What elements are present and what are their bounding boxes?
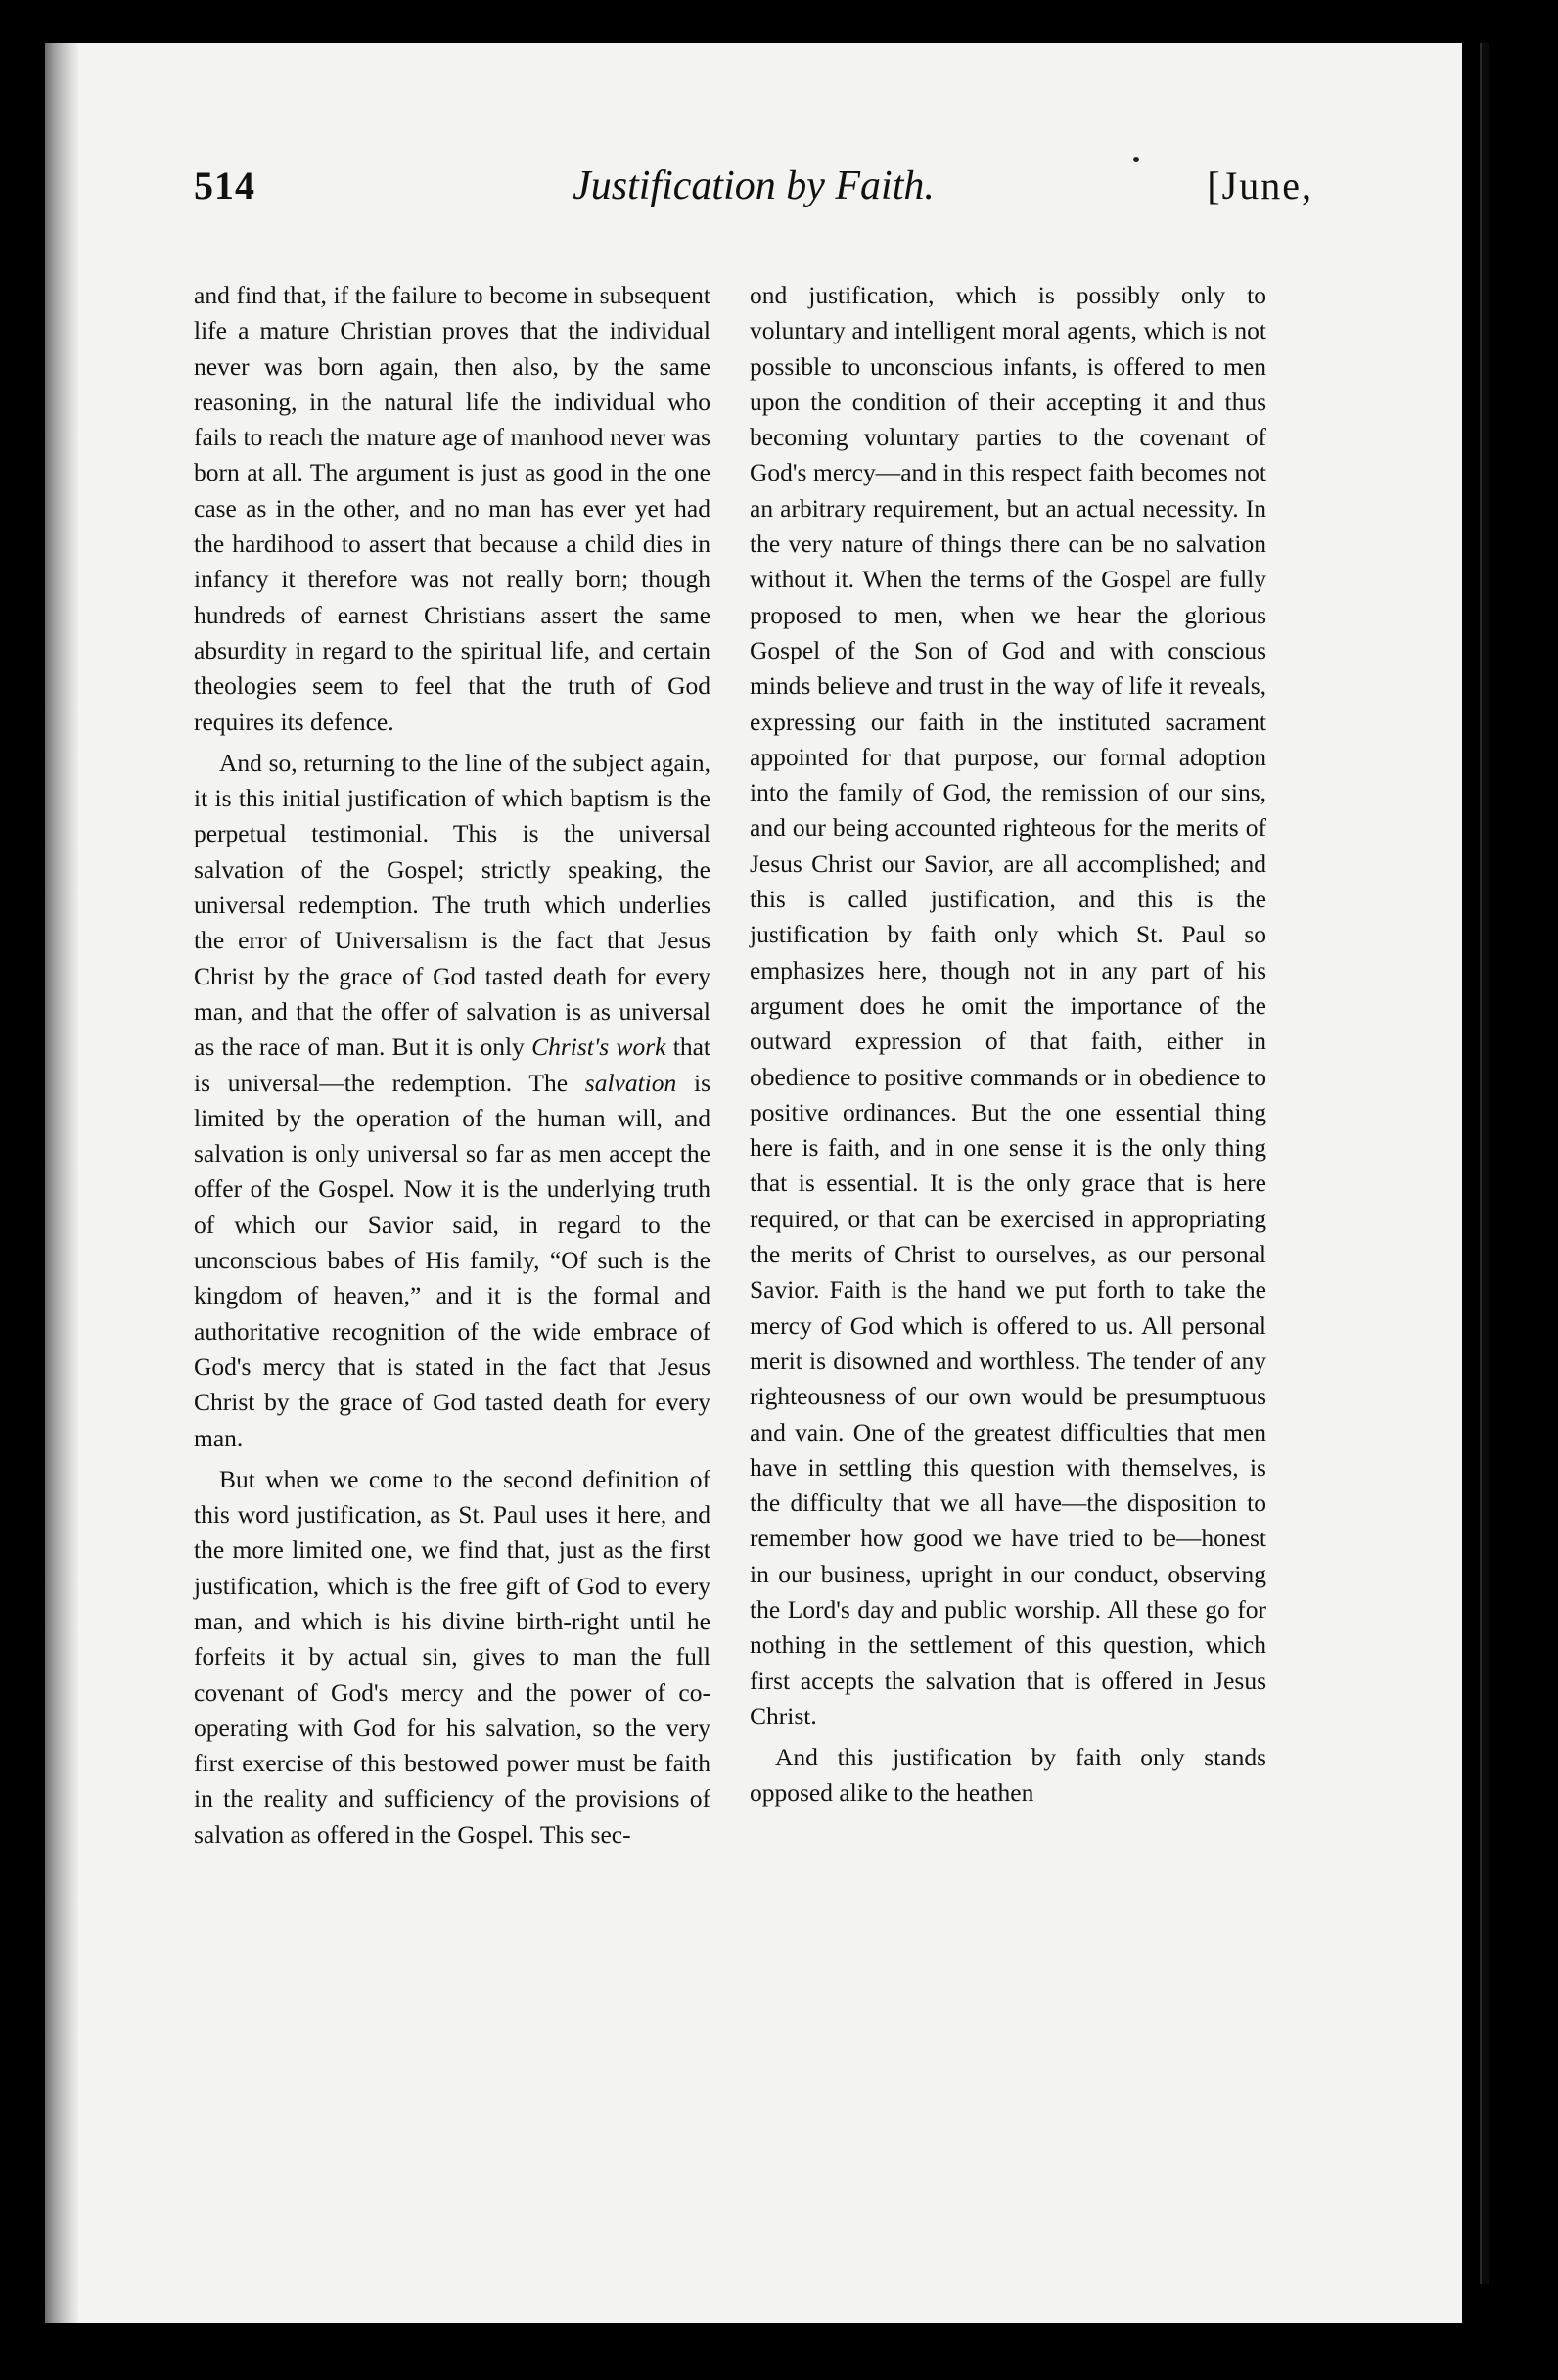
page-gutter-shadow <box>45 43 78 2323</box>
paragraph: ond justification, which is possibly only to voluntary and intelligent moral agents, which is not possible to unconscious infants, is offered to men upon the condition of their accepting it and thus becoming voluntary parties to the covenant of God's mercy—and in this respect faith becomes not an arbitrary requirement, but an actual necessity. In the very nature of things there can be no salvation without it. When the terms of the Gospel are fully proposed to men, when we hear the glorious Gospel of the Son of God and with conscious minds believe and trust in the way of life it reveals, expressing our faith in the instituted sacrament appointed for that purpose, our formal adoption into the family of God, the remission of our sins, and our being accounted righteous for the merits of Jesus Christ our Savior, are all accomplished; and this is called justification, and this is the justification by faith only which St. Paul so emphasizes here, though not in any part of his argument does he omit the importance of the outward expression of that faith, either in obedience to positive commands or in obedience to positive ordinances. But the one essential thing here is faith, and in one sense it is the only thing that is essential. It is the only grace that is here required, or that can be exercised in appropriating the merits of Christ to ourselves, as our personal Savior. Faith is the hand we put forth to take the mercy of God which is offered to us. All personal merit is disowned and worthless. The tender of any righteousness of our own would be presumptuous and vain. One of the greatest difficulties that men have in settling this question with themselves, is the difficulty that we all have—the disposition to remember how good we have tried to be—honest in our business, upright in our conduct, observing the Lord's day and public worship. All these go for nothing in the settlement of this question, which first accepts the salvation that is offered in Jesus Christ. <box>750 281 1266 1730</box>
adjacent-page-border <box>1480 43 1489 2284</box>
running-month: [June, <box>1207 163 1313 207</box>
italic-phrase: Christ's work <box>531 1032 666 1062</box>
paragraph: and find that, if the failure to become in subsequent life a mature Christian proves that the individual never was born again, then also, by the same reasoning, in the natural life the individual who fails to reach the mature age of manhood never was born at all. The argument is just as good in the one case as in the other, and no man has ever yet had the hardihood to assert that because a child dies in infancy it therefore was not really born; though hundreds of earnest Christians assert the same absurdity in regard to the spiritual life, and certain theologies seem to feel that the truth of God requires its defence. <box>194 281 710 736</box>
paragraph-text: that is universal—the redemption. The <box>194 1032 711 1097</box>
running-title: Justification by Faith. <box>573 163 935 208</box>
paragraph-text: is limited by the operation of the human will, and salvation is only universal so far as men accept the offer of the Gospel. Now it is the underlying truth of which our Savior said, in regard to the unconscious babes of His family, “Of such is the kingdom of heaven,” and it is the formal and authoritative recognition of the wide embrace of God's mercy that is stated in the fact that Jesus Christ by the grace of God tasted death for every man. <box>194 1068 711 1452</box>
page-number: 514 <box>194 163 255 207</box>
paragraph <box>194 746 710 1456</box>
left-column <box>194 278 710 1853</box>
right-column <box>750 278 1266 1811</box>
running-header <box>194 162 1313 221</box>
adjacent-page-edge <box>1464 43 1558 2323</box>
paragraph: But when we come to the second definition of this word justification, as St. Paul uses it here, and the more limited one, we find that, just as the first justification, which is the free gift of God to every man, and which is his divine birth-right until he forfeits it by actual sin, gives to man the full covenant of God's mercy and the power of co-operating with God for his salvation, so the very first exercise of this bestowed power must be faith in the reality and sufficiency of the provisions of salvation as offered in the Gospel. This sec- <box>194 1464 710 1849</box>
italic-phrase: salvation <box>584 1068 677 1097</box>
paragraph-text: And so, returning to the line of the subject again, it is this initial justification of which baptism is the perpetual testimonial. This is the universal salvation of the Gospel; strictly speaking, the universal redemption. The truth which underlies the error of Universalism is the fact that Jesus Christ by the grace of God tasted death for every man, and that the offer of salvation is as universal as the race of man. But it is only <box>194 748 710 1062</box>
paragraph: And this justification by faith only stands opposed alike to the heathen <box>750 1743 1266 1808</box>
